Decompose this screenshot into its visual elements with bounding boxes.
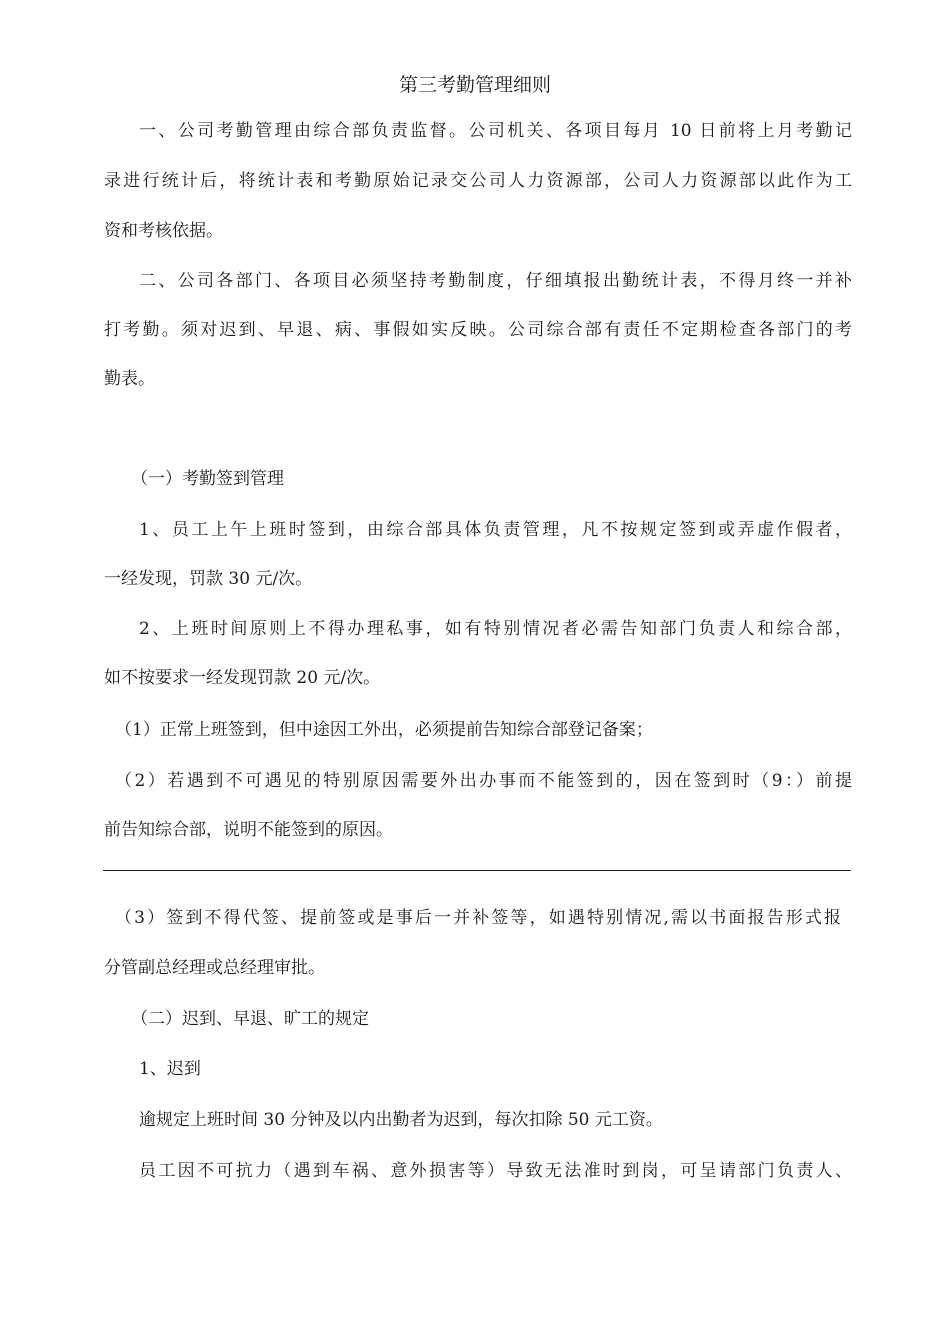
list-item: （3）签到不得代签、提前签或是事后一并补签等，如遇特别情况,需以书面报告形式报 [115,908,841,928]
list-item: （1）正常上班签到，但中途因工外出，必须提前告知综合部登记备案； [115,720,653,740]
paragraph-line: 员工因不可抗力（遇到车祸、意外损害等）导致无法准时到岗，可呈请部门负责人、 [139,1161,852,1181]
document-title: 第三考勤管理细则 [398,74,551,96]
paragraph-line: 前告知综合部，说明不能签到的原因。 [104,820,393,840]
section-heading: （二）迟到、早退、旷工的规定 [131,1009,369,1029]
page-divider [103,870,851,871]
paragraph-line: 分管副总经理或总经理审批。 [104,958,325,978]
paragraph-line: 勤表。 [104,369,155,389]
section-heading: （一）考勤签到管理 [131,469,284,489]
paragraph-line: 一经发现，罚款 30 元/次。 [104,569,313,589]
paragraph-line: 逾规定上班时间 30 分钟及以内出勤者为迟到，每次扣除 50 元工资。 [139,1110,663,1130]
paragraph-line: 打考勤。须对迟到、早退、病、事假如实反映。公司综合部有责任不定期检查各部门的考 [104,320,852,340]
paragraph-line: 二、公司各部门、各项目必须坚持考勤制度，仔细填报出勤统计表，不得月终一并补 [139,271,852,291]
paragraph-line: 资和考核依据。 [104,221,223,241]
paragraph-line: 一、公司考勤管理由综合部负责监督。公司机关、各项目每月 10 日前将上月考勤记 [139,121,852,141]
paragraph-line: 如不按要求一经发现罚款 20 元/次。 [104,668,381,688]
paragraph-line: 录进行统计后，将统计表和考勤原始记录交公司人力资源部，公司人力资源部以此作为工 [104,171,852,191]
paragraph-line: 1、员工上午上班时签到，由综合部具体负责管理，凡不按规定签到或弄虚作假者， [139,520,852,540]
subsection-heading: 1、迟到 [139,1059,201,1079]
list-item: （2）若遇到不可遇见的特别原因需要外出办事而不能签到的，因在签到时（9：）前提 [115,771,852,791]
paragraph-line: 2、上班时间原则上不得办理私事，如有特别情况者必需告知部门负责人和综合部， [139,619,852,639]
